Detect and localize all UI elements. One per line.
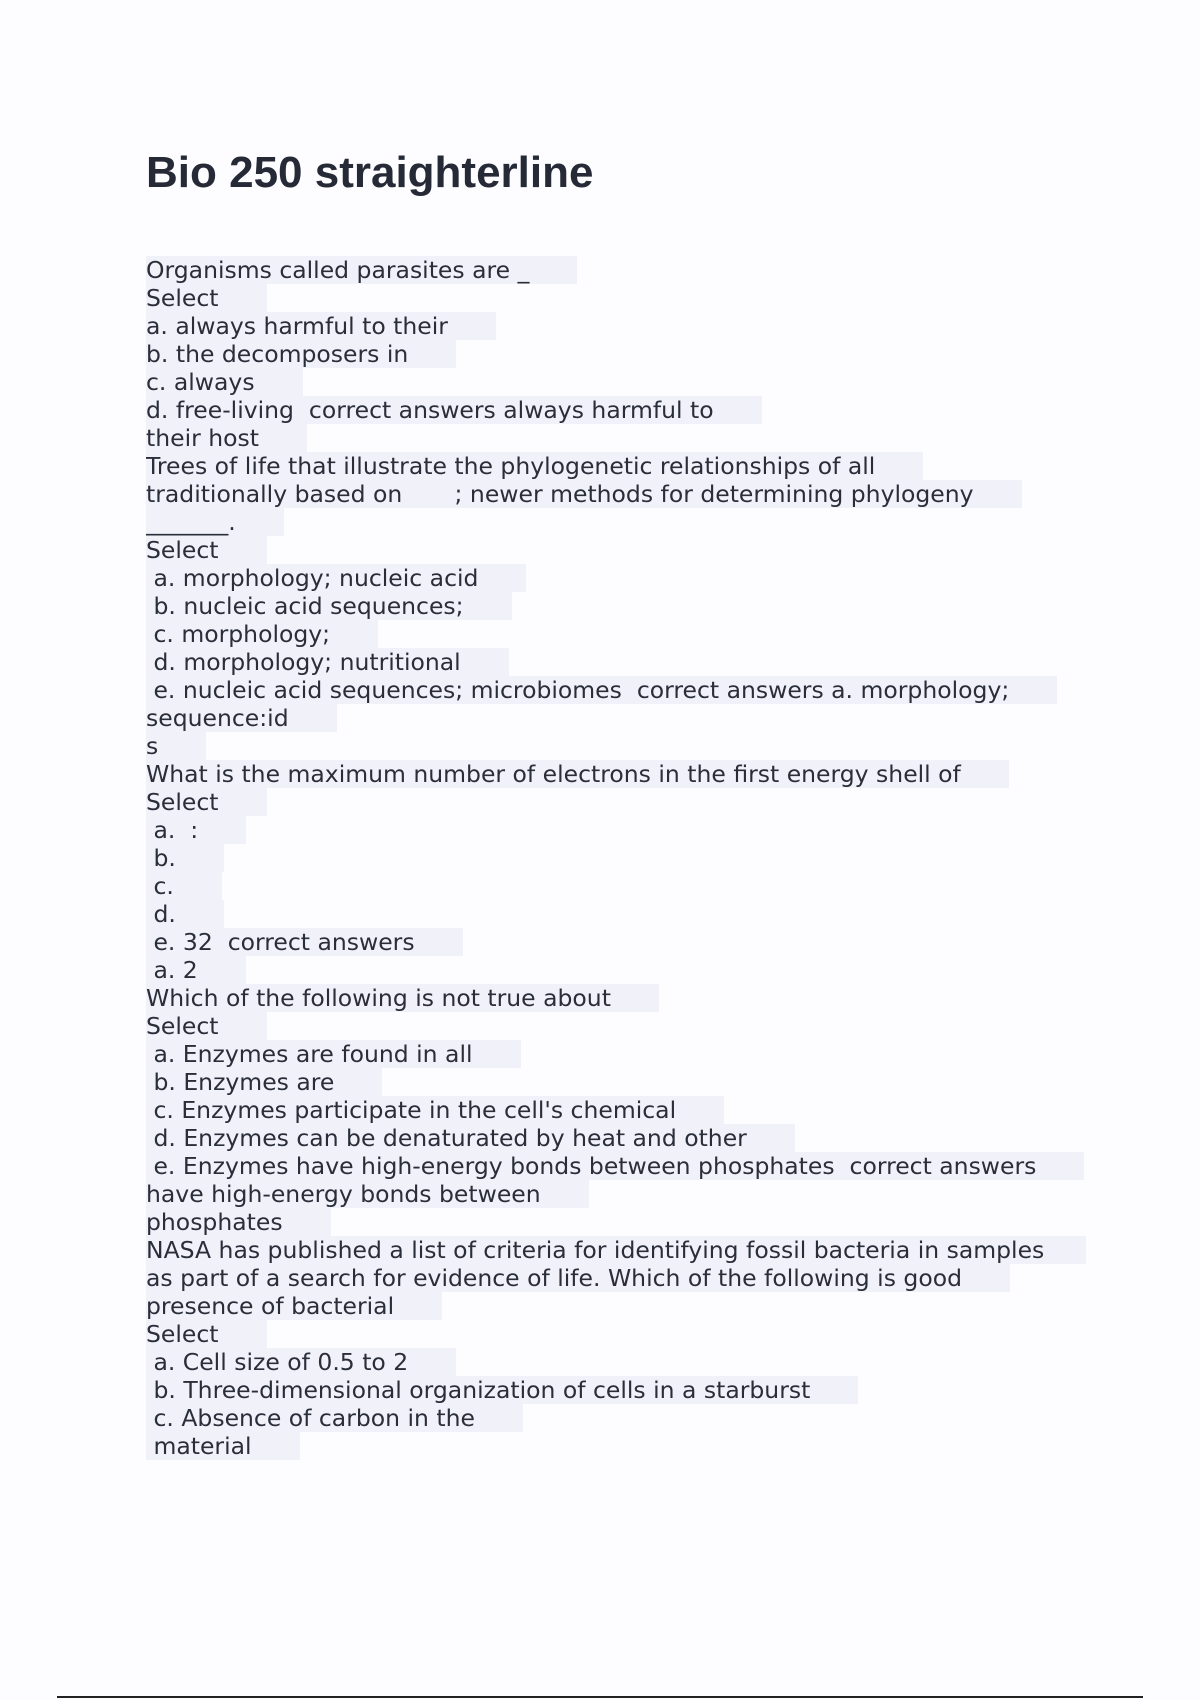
question-1-option-d-answer: d. free-living correct answers always harmful to [146, 396, 1086, 424]
question-4-select-label: Select [146, 1012, 1086, 1040]
question-5-option-c: c. Absence of carbon in the [146, 1404, 1086, 1432]
question-5-select-label: Select [146, 1320, 1086, 1348]
question-2-answer-continued: sequence:id [146, 704, 1086, 732]
question-4-answer-continued: have high-energy bonds between [146, 1180, 1086, 1208]
question-3-answer: a. 2 [146, 956, 1086, 984]
question-2-option-a: a. morphology; nucleic acid [146, 564, 1086, 592]
question-1-select-label: Select [146, 284, 1086, 312]
question-4-option-a: a. Enzymes are found in all [146, 1040, 1086, 1068]
question-2-option-c: c. morphology; [146, 620, 1086, 648]
question-3-option-d: d. [146, 900, 1086, 928]
question-3-select-label: Select [146, 788, 1086, 816]
question-3-option-c: c. [146, 872, 1086, 900]
question-3-option-e-answer: e. 32 correct answers [146, 928, 1086, 956]
question-4-option-e-answer: e. Enzymes have high-energy bonds between phosphates correct answers [146, 1152, 1086, 1180]
question-2-answer-continued-2: s [146, 732, 1086, 760]
question-1-prompt: Organisms called parasites are _ [146, 256, 1086, 284]
question-4-prompt: Which of the following is not true about [146, 984, 1086, 1012]
question-2-option-e-answer: e. nucleic acid sequences; microbiomes correct answers a. morphology; [146, 676, 1086, 704]
question-5-option-c-continued: material [146, 1432, 1086, 1460]
question-2-prompt: Trees of life that illustrate the phylogenetic relationships of all [146, 452, 1086, 480]
page-bottom-rule [57, 1696, 1143, 1698]
document-body [146, 256, 1086, 1460]
question-5-prompt-continued-2: presence of bacterial [146, 1292, 1086, 1320]
question-3-option-a: a. : [146, 816, 1086, 844]
page-title: Bio 250 straighterline [146, 148, 594, 197]
question-1-option-a: a. always harmful to their [146, 312, 1086, 340]
question-1-option-c: c. always [146, 368, 1086, 396]
question-2-blank: _______. [146, 508, 1086, 536]
question-2-option-b: b. nucleic acid sequences; [146, 592, 1086, 620]
question-1-answer-continued: their host [146, 424, 1086, 452]
question-5-option-b: b. Three-dimensional organization of cells in a starburst [146, 1376, 1086, 1404]
question-1-option-b: b. the decomposers in [146, 340, 1086, 368]
question-2-prompt-continued: traditionally based on ; newer methods for determining phylogeny [146, 480, 1086, 508]
question-5-prompt-continued: as part of a search for evidence of life. Which of the following is good [146, 1264, 1086, 1292]
question-5-prompt: NASA has published a list of criteria for identifying fossil bacteria in samples [146, 1236, 1086, 1264]
question-4-option-d: d. Enzymes can be denaturated by heat and other [146, 1124, 1086, 1152]
question-5-option-a: a. Cell size of 0.5 to 2 [146, 1348, 1086, 1376]
question-4-answer-continued-2: phosphates [146, 1208, 1086, 1236]
question-3-option-b: b. [146, 844, 1086, 872]
question-4-option-b: b. Enzymes are [146, 1068, 1086, 1096]
question-4-option-c: c. Enzymes participate in the cell's chemical [146, 1096, 1086, 1124]
question-2-option-d: d. morphology; nutritional [146, 648, 1086, 676]
question-3-prompt: What is the maximum number of electrons in the first energy shell of [146, 760, 1086, 788]
question-2-select-label: Select [146, 536, 1086, 564]
